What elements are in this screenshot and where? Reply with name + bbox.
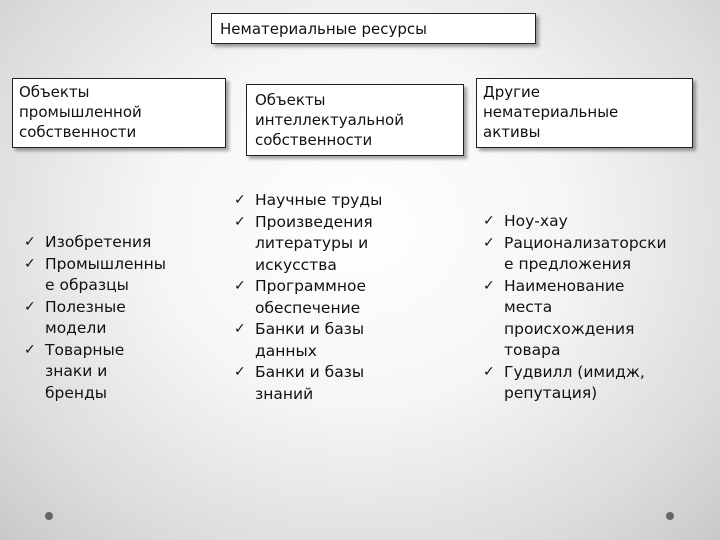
dot-icon <box>45 512 53 520</box>
dot-icon <box>666 512 674 520</box>
list-item: ✓ Товарные знаки и бренды <box>24 340 125 402</box>
checkmark-icon: ✓ <box>234 321 246 337</box>
checkmark-icon: ✓ <box>24 255 36 272</box>
category-heading: Другие нематериальные активы <box>483 83 619 141</box>
category-heading: Объекты промышленной собственности <box>19 83 142 141</box>
list-item: ✓ Рационализаторски е предложения <box>483 233 667 273</box>
checkmark-icon: ✓ <box>24 298 36 315</box>
checkmark-icon: ✓ <box>234 364 246 380</box>
checkmark-icon: ✓ <box>483 363 495 380</box>
diagram-title: Нематериальные ресурсы <box>220 20 428 38</box>
list-item: ✓ Гудвилл (имидж, репутация) <box>483 362 645 402</box>
category-box-intellectual-property <box>246 84 464 156</box>
list-item: ✓ Научные труды <box>232 190 432 212</box>
title-box <box>211 13 536 44</box>
list-item: ✓ Банки и базы данных <box>234 320 365 360</box>
checkmark-icon: ✓ <box>234 192 246 208</box>
intellectual-property-list <box>232 190 432 405</box>
list-item: ✓ Банки и базы знаний <box>234 363 365 403</box>
checkmark-icon: ✓ <box>24 341 36 358</box>
list-item: ✓ Произведения литературы и искусства <box>234 212 373 274</box>
list-item: ✓ Изобретения <box>22 232 202 254</box>
list-item: ✓ Программное обеспечение <box>234 277 366 317</box>
category-box-other-intangibles <box>476 78 693 148</box>
checkmark-icon: ✓ <box>234 213 246 230</box>
category-box-industrial-property <box>12 78 226 148</box>
list-item: ✓ Промышленны е образцы <box>24 254 167 294</box>
other-intangibles-list <box>481 211 706 405</box>
industrial-property-list <box>22 232 202 404</box>
list-item: ✓ Полезные модели <box>24 297 126 337</box>
checkmark-icon: ✓ <box>24 234 36 250</box>
list-item: ✓ Наименование места происхождения товара <box>483 276 635 359</box>
list-item: ✓ Ноу-хау <box>481 211 706 233</box>
checkmark-icon: ✓ <box>234 278 246 294</box>
checkmark-icon: ✓ <box>483 277 495 294</box>
checkmark-icon: ✓ <box>483 234 495 251</box>
checkmark-icon: ✓ <box>483 213 495 229</box>
category-heading: Объекты интеллектуальной собственности <box>255 91 404 149</box>
